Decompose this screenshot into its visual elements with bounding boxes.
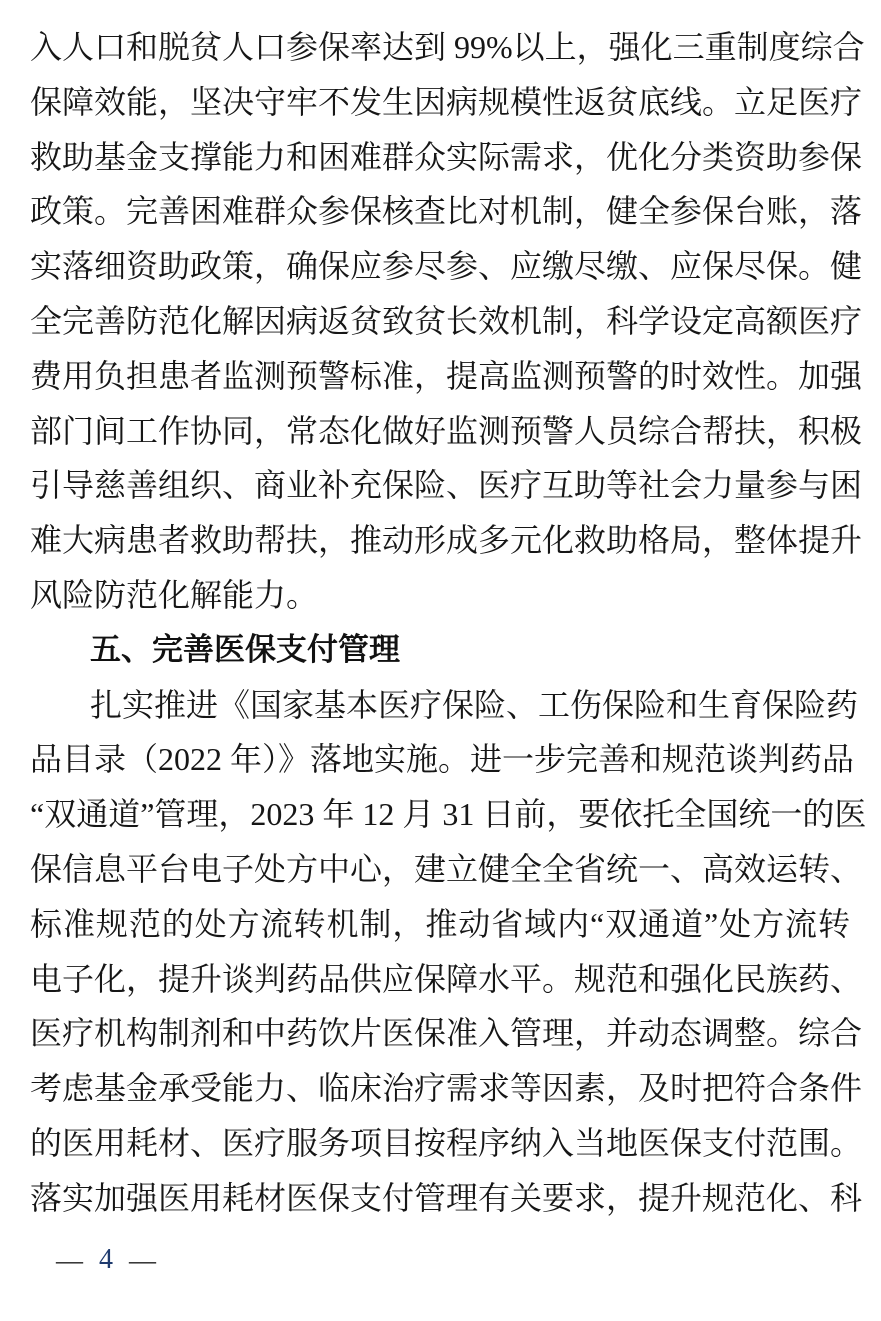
text-line: 难大病患者救助帮扶，推动形成多元化救助格局，整体提升 — [30, 522, 863, 559]
text-line: 救助基金支撑能力和困难群众实际需求，优化分类资助参保 — [30, 138, 863, 175]
paragraph-first-line: 扎实推进《国家基本医疗保险、工伤保险和生育保险药 — [90, 686, 859, 723]
text-line: 医疗机构制剂和中药饮片医保准入管理，并动态调整。综合 — [30, 1015, 863, 1052]
text-line: 政策。完善困难群众参保核查比对机制，健全参保台账，落 — [30, 193, 863, 230]
text-line: 标准规范的处方流转机制，推动省域内“双通道”处方流转 — [30, 905, 850, 942]
text-line: 保信息平台电子处方中心，建立健全全省统一、高效运转、 — [30, 850, 863, 887]
text-line: “双通道”管理，2023 年 12 月 31 日前，要依托全国统一的医 — [30, 796, 867, 833]
text-line: 电子化，提升谈判药品供应保障水平。规范和强化民族药、 — [30, 960, 863, 997]
page-number: 4 — [99, 1244, 113, 1275]
footer-dash-right: — — [129, 1244, 156, 1275]
text-line: 引导慈善组织、商业补充保险、医疗互助等社会力量参与困 — [30, 467, 863, 504]
text-line: 费用负担患者监测预警标准，提高监测预警的时效性。加强 — [30, 357, 863, 394]
text-line: 入人口和脱贫人口参保率达到 99%以上，强化三重制度综合 — [30, 29, 865, 65]
document-body — [30, 20, 867, 1226]
text-line: 保障效能，坚决守牢不发生因病规模性返贫底线。立足医疗 — [30, 83, 863, 120]
text-line: 部门间工作协同，常态化做好监测预警人员综合帮扶，积极 — [30, 412, 863, 449]
text-line: 品目录（2022 年）》落地实施。进一步完善和规范谈判药品 — [30, 741, 855, 778]
text-line: 的医用耗材、医疗服务项目按程序纳入当地医保支付范围。 — [30, 1124, 863, 1161]
page-footer — [56, 1238, 156, 1282]
text-line: 落实加强医用耗材医保支付管理有关要求，提升规范化、科 — [30, 1179, 863, 1216]
section-heading: 五、完善医保支付管理 — [90, 631, 400, 667]
text-line: 全完善防范化解因病返贫致贫长效机制，科学设定高额医疗 — [30, 302, 863, 339]
text-line: 实落细资助政策，确保应参尽参、应缴尽缴、应保尽保。健 — [30, 248, 863, 285]
paragraph-last-line: 风险防范化解能力。 — [30, 576, 319, 613]
footer-dash-left: — — [56, 1244, 83, 1275]
text-line: 考虑基金承受能力、临床治疗需求等因素，及时把符合条件 — [30, 1070, 863, 1107]
